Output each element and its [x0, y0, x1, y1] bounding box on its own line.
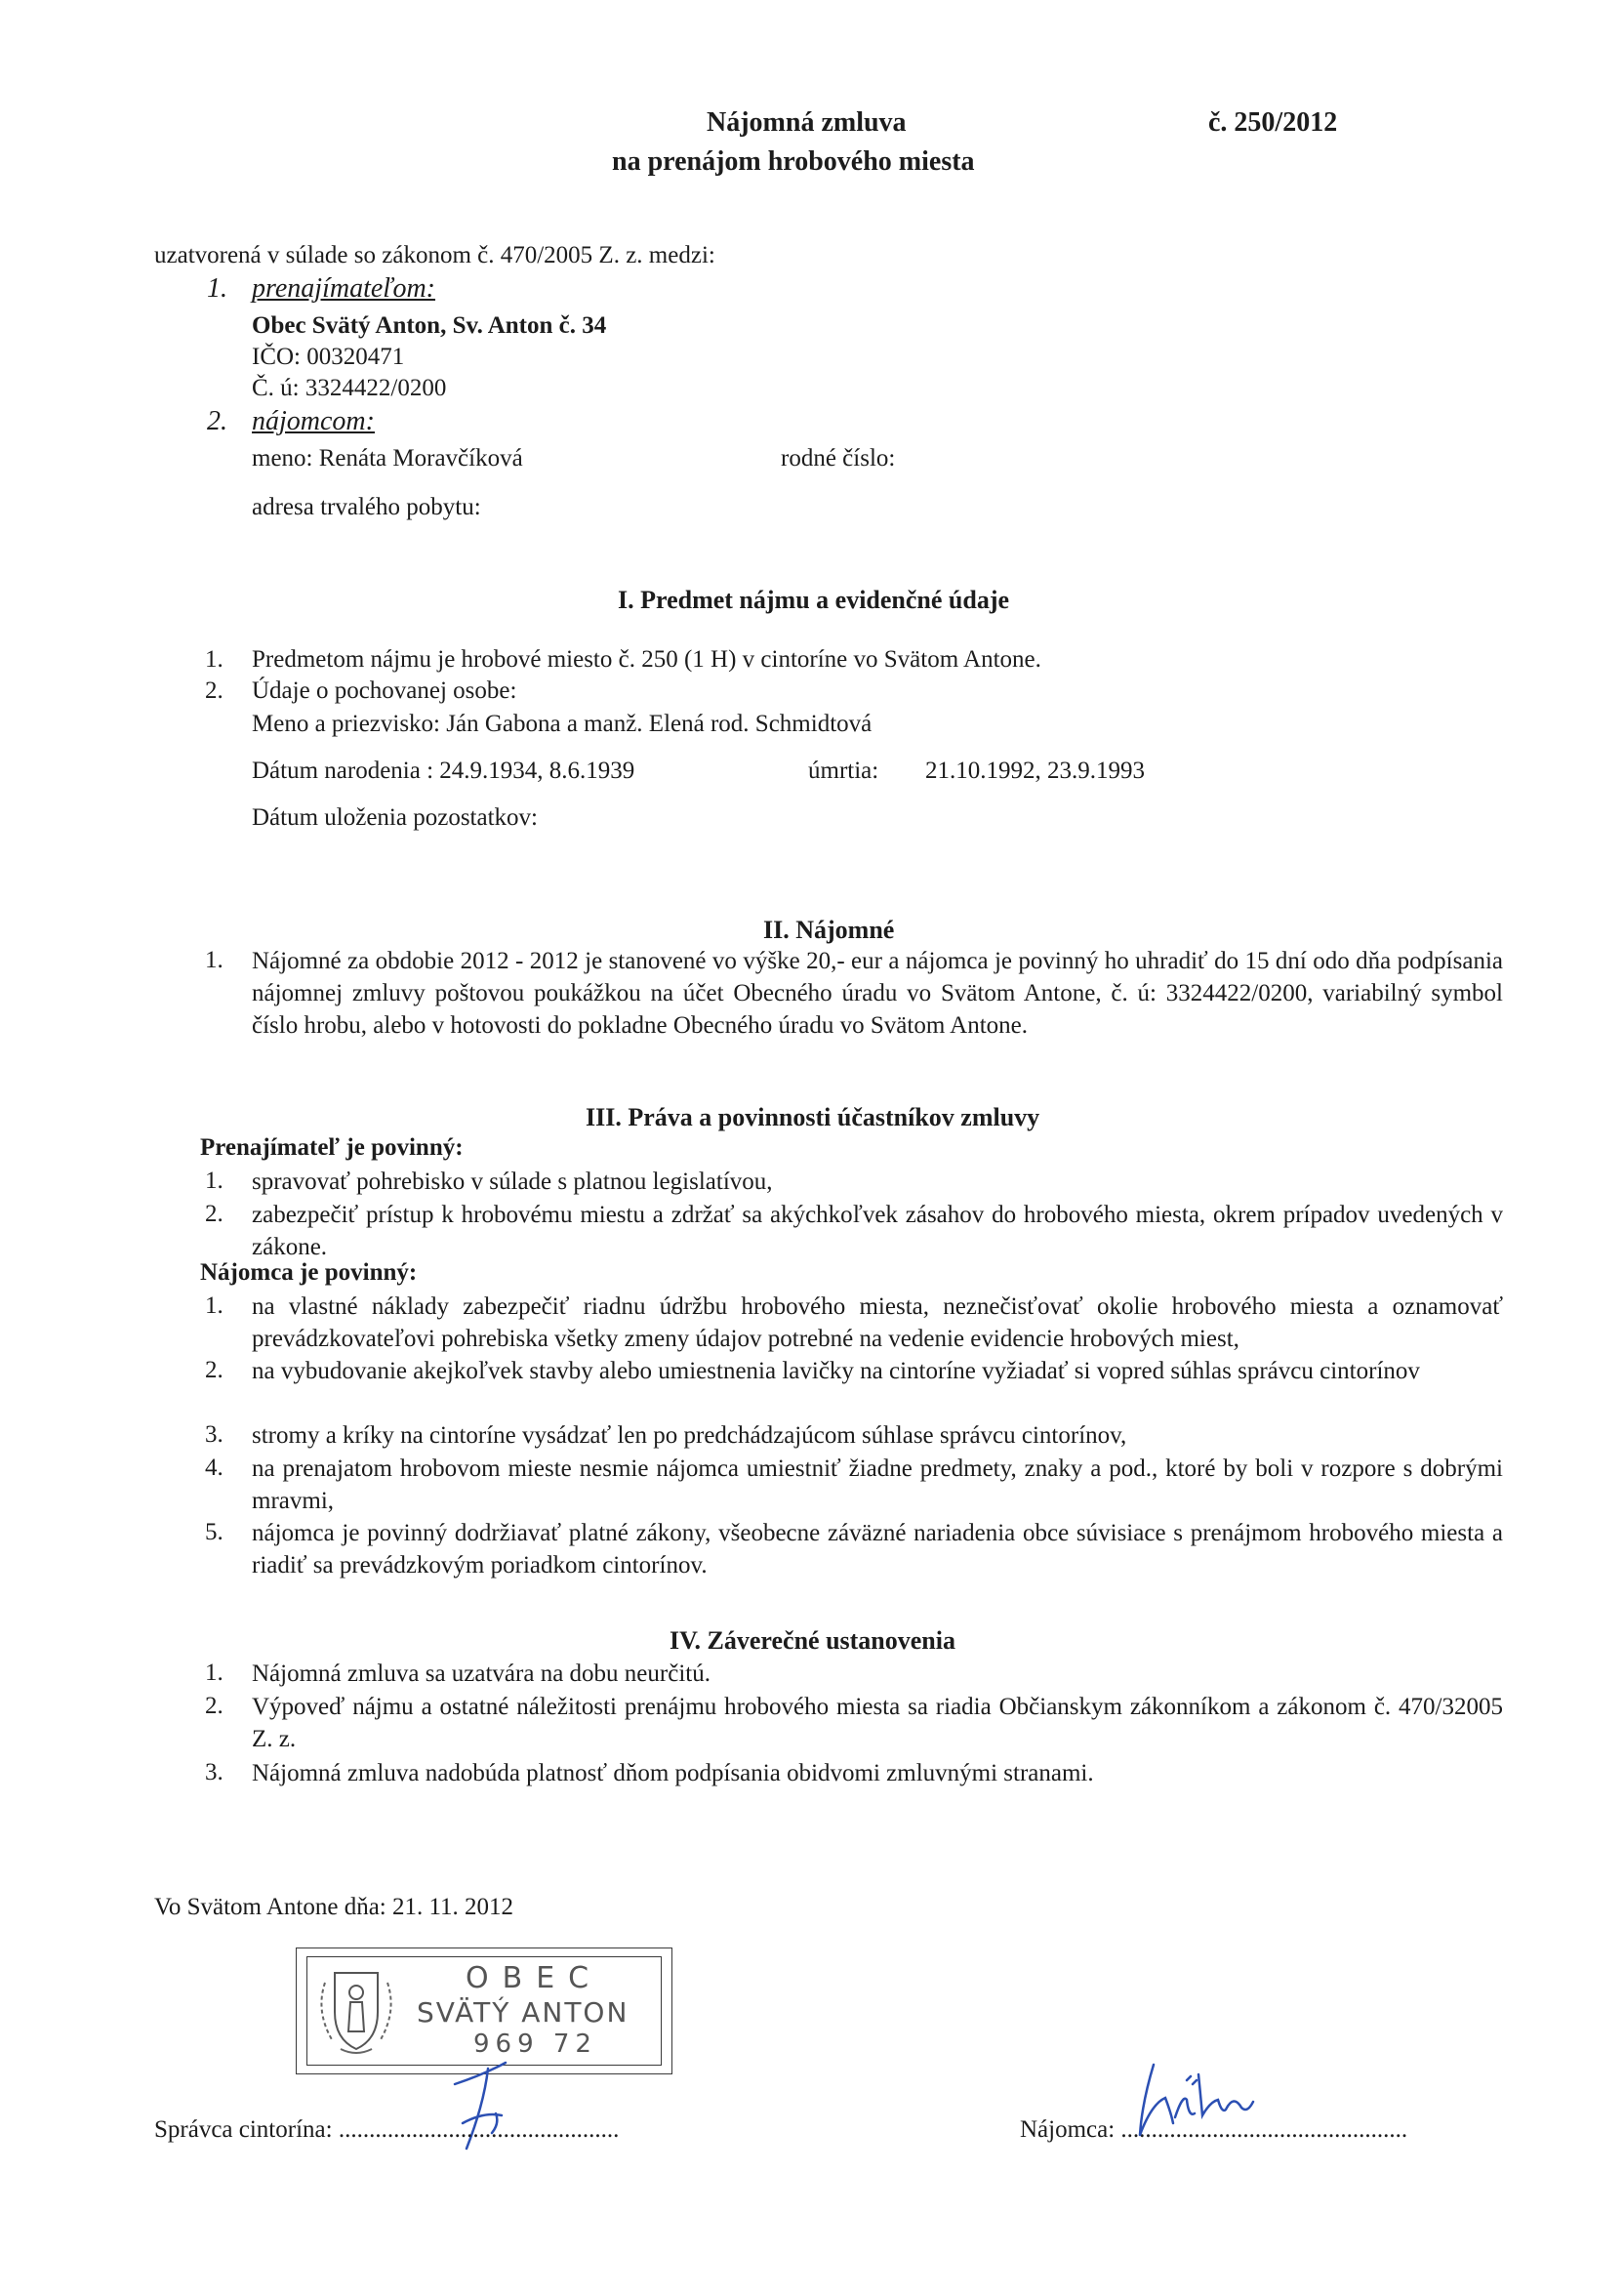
final-item1-number: 1.: [205, 1660, 223, 1686]
section1-heading: I. Predmet nájmu a evidenčné údaje: [618, 586, 1010, 614]
landlord-item2-text: zabezpečiť prístup k hrobovému miestu a zdržať sa akýchkoľvek zásahov do hrobového miesta, okrem prípadov uvedených v zákone.: [252, 1202, 1503, 1260]
stamp-line3: 969 72: [473, 2030, 597, 2059]
section1-item1: Predmetom nájmu je hrobové miesto č. 250 (1 H) v cintoríne vo Svätom Antone.: [252, 646, 1041, 673]
section1-item2-number: 2.: [205, 677, 223, 704]
tenant-item4-text: na prenajatom hrobovom mieste nesmie nájomca umiestniť žiadne predmety, znaky a pod., ktoré by boli v rozpore s dobrými mravmi,: [252, 1456, 1503, 1514]
tenant-item3: [252, 1419, 1503, 1452]
birth-dates: Dátum narodenia : 24.9.1934, 8.6.1939: [252, 758, 635, 784]
section2-item1-text: Nájomné za obdobie 2012 - 2012 je stanovené vo výške 20,- eur a nájomca je povinný ho uhradiť do 15 dní odo dňa podpísania nájomnej zmluvy poštovou poukážkou na účet Obecného úradu vo Svätom Antone, č. ú: 3324422/0200, variabilný symbol číslo hrobu, alebo v hotovosti do pokladne Obecného úradu vo Svätom Antone.: [252, 948, 1503, 1039]
tenant-item3-number: 3.: [205, 1421, 223, 1448]
contract-number: č. 250/2012: [1208, 107, 1338, 138]
burial-date-label: Dátum uloženia pozostatkov:: [252, 804, 538, 831]
parties-intro: uzatvorená v súlade so zákonom č. 470/2005 Z. z. medzi:: [154, 242, 715, 268]
landlord-item1-text: spravovať pohrebisko v súlade s platnou legislatívou,: [252, 1168, 773, 1195]
death-dates: 21.10.1992, 23.9.1993: [925, 758, 1145, 784]
party1-ico: IČO: 00320471: [252, 344, 405, 370]
party1-label: prenajímateľom:: [252, 273, 436, 304]
tenant-item1: [252, 1291, 1503, 1355]
final-item2-number: 2.: [205, 1693, 223, 1719]
party1-account: Č. ú: 3324422/0200: [252, 375, 447, 401]
landlord-item2-number: 2.: [205, 1201, 223, 1227]
final-item2: [252, 1691, 1503, 1755]
section4-heading: IV. Záverečné ustanovenia: [670, 1626, 955, 1655]
stamp-line2: SVÄTÝ ANTON: [417, 1996, 629, 2029]
buried-names: Meno a priezvisko: Ján Gabona a manž. Elená rod. Schmidtová: [252, 711, 873, 737]
party1-name: Obec Svätý Anton, Sv. Anton č. 34: [252, 312, 607, 339]
final-item3-text: Nájomná zmluva nadobúda platnosť dňom podpísania obidvomi zmluvnými stranami.: [252, 1760, 1094, 1786]
section1-item2: Údaje o pochovanej osobe:: [252, 677, 517, 704]
final-item2-text: Výpoveď nájmu a ostatné náležitosti prenájmu hrobového miesta sa riadia Občianskym zákonníkom a zákonom č. 470/32005 Z. z.: [252, 1694, 1503, 1752]
landlord-item1-number: 1.: [205, 1168, 223, 1194]
final-item3-number: 3.: [205, 1759, 223, 1785]
stamp-line1: OBEC: [466, 1961, 603, 1995]
document-title-line2: na prenájom hrobového miesta: [612, 146, 975, 177]
section3-heading: III. Práva a povinnosti účastníkov zmluvy: [586, 1103, 1040, 1131]
tenant-item5-text: nájomca je povinný dodržiavať platné zákony, všeobecne záväzné nariadenia obce súvisiace s prenájmom hrobového miesta a riadiť sa prevádzkovým poriadkom cintorínov.: [252, 1520, 1503, 1578]
tenant-item5-number: 5.: [205, 1519, 223, 1545]
final-item1-text: Nájomná zmluva sa uzatvára na dobu neurčitú.: [252, 1660, 710, 1687]
tenant-signature: [1132, 2055, 1308, 2143]
section1-item1-number: 1.: [205, 646, 223, 673]
landlord-item2: [252, 1199, 1503, 1263]
tenant-item2-text: na vybudovanie akejkoľvek stavby alebo umiestnenia lavičky na cintoríne vyžiadať si vopred súhlas správcu cintorínov: [252, 1358, 1420, 1384]
place-and-date: Vo Svätom Antone dňa: 21. 11. 2012: [154, 1894, 514, 1920]
section2-item1: [252, 945, 1503, 1042]
tenant-item2: [252, 1355, 1503, 1387]
coat-of-arms-icon: [311, 1963, 401, 2057]
party2-birth-number-label: rodné číslo:: [781, 445, 896, 472]
final-item1: [252, 1658, 1503, 1690]
tenant-item4: [252, 1453, 1503, 1517]
party2-name: meno: Renáta Moravčíková: [252, 445, 523, 472]
section2-heading: II. Nájomné: [763, 916, 895, 944]
stamp-inner-frame: [306, 1956, 662, 2066]
tenant-signature-label: Nájomca: ...............................................: [1020, 2116, 1408, 2143]
party2-number: 2.: [207, 406, 227, 436]
landlord-heading: Prenajímateľ je povinný:: [200, 1134, 464, 1161]
manager-signature: [445, 2055, 523, 2162]
tenant-item3-text: stromy a kríky na cintoríne vysádzať len po predchádzajúcom súhlase správcu cintorínov,: [252, 1422, 1127, 1449]
tenant-item1-text: na vlastné náklady zabezpečiť riadnu údržbu hrobového miesta, neznečisťovať okolie hrobového miesta a oznamovať prevádzkovateľovi pohrebiska všetky zmeny údajov potrebné na vedenie evidencie hrobových miest,: [252, 1293, 1503, 1352]
tenant-item4-number: 4.: [205, 1455, 223, 1481]
tenant-item2-number: 2.: [205, 1357, 223, 1383]
party2-address-label: adresa trvalého pobytu:: [252, 494, 481, 520]
tenant-item5: [252, 1517, 1503, 1581]
final-item3: [252, 1757, 1503, 1789]
document-title-line1: Nájomná zmluva: [707, 107, 907, 138]
section2-item1-number: 1.: [205, 947, 223, 973]
cemetery-manager-label: Správca cintorína: ..............................................: [154, 2116, 620, 2143]
landlord-item1: [252, 1166, 1503, 1198]
party2-label: nájomcom:: [252, 406, 375, 436]
tenant-item1-number: 1.: [205, 1292, 223, 1319]
party1-number: 1.: [207, 273, 227, 304]
death-label: úmrtia:: [808, 758, 879, 784]
tenant-heading: Nájomca je povinný:: [200, 1259, 418, 1286]
